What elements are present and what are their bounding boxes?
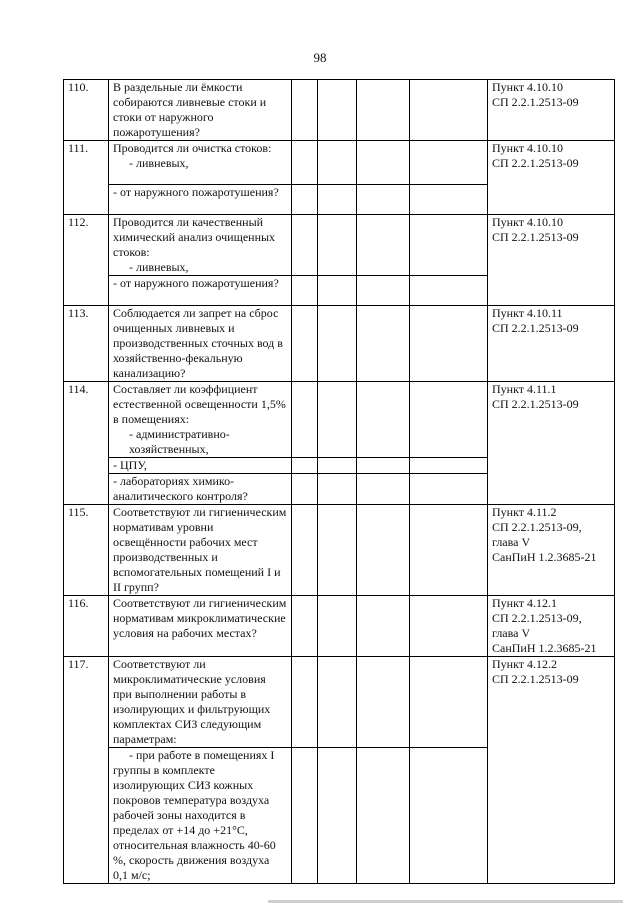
- answer-cell[interactable]: [357, 596, 410, 657]
- question-subitem: - от наружного пожаротушения?: [109, 185, 292, 215]
- scan-edge-mark: [268, 900, 623, 903]
- answer-cell[interactable]: [318, 474, 357, 505]
- answer-cell[interactable]: [410, 306, 488, 382]
- reference-line: Пункт 4.11.2: [492, 505, 557, 519]
- answer-cell[interactable]: [357, 505, 410, 596]
- row-number: 115.: [64, 505, 109, 596]
- answer-cell[interactable]: [357, 748, 410, 884]
- answer-cell[interactable]: [292, 458, 318, 474]
- answer-cell[interactable]: [292, 596, 318, 657]
- question-subitem: [109, 748, 292, 884]
- answer-cell[interactable]: [318, 80, 357, 141]
- table-row: [64, 382, 615, 458]
- answer-cell[interactable]: [318, 306, 357, 382]
- answer-cell[interactable]: [357, 382, 410, 458]
- reference-line: СанПиН 1.2.3685-21: [492, 641, 597, 655]
- answer-cell[interactable]: [292, 657, 318, 748]
- question-subitem: - ливневых,: [129, 156, 189, 170]
- row-number: 110.: [64, 80, 109, 141]
- answer-cell[interactable]: [410, 141, 488, 185]
- row-number: 114.: [64, 382, 109, 505]
- reference-line: Пункт 4.10.10: [492, 215, 564, 229]
- question-line: Проводится ли очистка стоков:: [113, 141, 272, 155]
- reference-line: СП 2.2.1.2513-09: [492, 156, 579, 170]
- answer-cell[interactable]: [318, 276, 357, 306]
- question-text: [109, 382, 292, 458]
- table-row: [64, 657, 615, 748]
- question-subitem: - ливневых,: [129, 260, 189, 274]
- reference-cell: [488, 80, 615, 141]
- answer-cell[interactable]: [292, 505, 318, 596]
- answer-cell[interactable]: [318, 505, 357, 596]
- row-number: 113.: [64, 306, 109, 382]
- answer-cell[interactable]: [357, 458, 410, 474]
- row-number: 112.: [64, 215, 109, 306]
- answer-cell[interactable]: [292, 185, 318, 215]
- table-row: [64, 80, 615, 141]
- answer-cell[interactable]: [292, 748, 318, 884]
- row-number: 117.: [64, 657, 109, 884]
- answer-cell[interactable]: [410, 215, 488, 276]
- answer-cell[interactable]: [357, 185, 410, 215]
- answer-cell[interactable]: [292, 382, 318, 458]
- answer-cell[interactable]: [410, 382, 488, 458]
- question-text: [109, 141, 292, 185]
- reference-line: СП 2.2.1.2513-09,: [492, 520, 582, 534]
- reference-line: Пункт 4.12.2: [492, 657, 558, 671]
- table-row: [64, 505, 615, 596]
- answer-cell[interactable]: [318, 141, 357, 185]
- question-line: Проводится ли качественный химический анализ очищенных стоков:: [113, 215, 276, 259]
- answer-cell[interactable]: [318, 382, 357, 458]
- answer-cell[interactable]: [292, 80, 318, 141]
- table-row: [64, 596, 615, 657]
- answer-cell[interactable]: [357, 215, 410, 276]
- reference-line: СП 2.2.1.2513-09: [492, 672, 579, 686]
- answer-cell[interactable]: [318, 215, 357, 276]
- answer-cell[interactable]: [410, 185, 488, 215]
- reference-line: СП 2.2.1.2513-09,: [492, 611, 582, 625]
- answer-cell[interactable]: [318, 657, 357, 748]
- table-row: [64, 215, 615, 276]
- answer-cell[interactable]: [410, 474, 488, 505]
- reference-cell: [488, 306, 615, 382]
- answer-cell[interactable]: [318, 185, 357, 215]
- answer-cell[interactable]: [292, 141, 318, 185]
- question-subitem: - лабораториях химико-аналитического контроля?: [109, 474, 292, 505]
- answer-cell[interactable]: [292, 215, 318, 276]
- row-number: 111.: [64, 141, 109, 215]
- answer-cell[interactable]: [410, 748, 488, 884]
- question-text: Соответствуют ли микроклиматические условия при выполнении работы в изолирующих и фильтрующих комплектах СИЗ следующим параметрам:: [109, 657, 292, 748]
- row-number: 116.: [64, 596, 109, 657]
- question-text: Соответствуют ли гигиеническим нормативам микроклиматические условия на рабочих местах?: [109, 596, 292, 657]
- question-text: Соответствуют ли гигиеническим нормативам уровни освещённости рабочих мест производственных и вспомогательных помещений I и II групп?: [109, 505, 292, 596]
- reference-line: СП 2.2.1.2513-09: [492, 321, 579, 335]
- page-number: 98: [313, 50, 327, 65]
- answer-cell[interactable]: [318, 596, 357, 657]
- reference-line: Пункт 4.11.1: [492, 382, 557, 396]
- question-subitem-text: - при работе в помещениях I группы в комплекте изолирующих СИЗ кожных покровов температура воздуха рабочей зоны находится в пределах от +14 до +21°С, относительная влажность 40-60 %, скорость движения воздуха 0,1 м/с;: [113, 748, 276, 882]
- answer-cell[interactable]: [357, 276, 410, 306]
- reference-line: глава V: [492, 626, 531, 640]
- reference-cell: [488, 382, 615, 505]
- question-text: В раздельные ли ёмкости собираются ливневые стоки и стоки от наружного пожаротушения?: [109, 80, 292, 141]
- answer-cell[interactable]: [292, 306, 318, 382]
- reference-line: СП 2.2.1.2513-09: [492, 397, 579, 411]
- answer-cell[interactable]: [357, 80, 410, 141]
- answer-cell[interactable]: [410, 505, 488, 596]
- reference-line: Пункт 4.10.10: [492, 141, 564, 155]
- question-subitem: - административно-хозяйственных,: [129, 427, 230, 456]
- checklist-table: [63, 79, 615, 884]
- question-subitem: - ЦПУ,: [109, 458, 292, 474]
- reference-line: СанПиН 1.2.3685-21: [492, 550, 597, 564]
- answer-cell[interactable]: [410, 276, 488, 306]
- reference-cell: [488, 215, 615, 306]
- reference-line: Пункт 4.10.11: [492, 306, 563, 320]
- table-row: [64, 141, 615, 185]
- answer-cell[interactable]: [318, 458, 357, 474]
- answer-cell[interactable]: [357, 474, 410, 505]
- question-line: Составляет ли коэффициент естественной освещенности 1,5% в помещениях:: [113, 382, 286, 426]
- question-subitem: - от наружного пожаротушения?: [109, 276, 292, 306]
- answer-cell[interactable]: [410, 458, 488, 474]
- answer-cell[interactable]: [292, 276, 318, 306]
- reference-line: Пункт 4.12.1: [492, 596, 558, 610]
- reference-line: глава V: [492, 535, 531, 549]
- question-text: [109, 215, 292, 276]
- question-text: Соблюдается ли запрет на сброс очищенных ливневых и производственных сточных вод в хозяйственно-фекальную канализацию?: [109, 306, 292, 382]
- answer-cell[interactable]: [410, 596, 488, 657]
- answer-cell[interactable]: [357, 306, 410, 382]
- answer-cell[interactable]: [410, 80, 488, 141]
- answer-cell[interactable]: [357, 141, 410, 185]
- reference-cell: [488, 141, 615, 215]
- table-row: [64, 306, 615, 382]
- answer-cell[interactable]: [292, 474, 318, 505]
- reference-line: СП 2.2.1.2513-09: [492, 230, 579, 244]
- answer-cell[interactable]: [318, 748, 357, 884]
- reference-cell: [488, 596, 615, 657]
- reference-cell: [488, 505, 615, 596]
- answer-cell[interactable]: [410, 657, 488, 748]
- reference-line: Пункт 4.10.10: [492, 80, 564, 94]
- reference-line: СП 2.2.1.2513-09: [492, 95, 579, 109]
- answer-cell[interactable]: [357, 657, 410, 748]
- reference-cell: [488, 657, 615, 884]
